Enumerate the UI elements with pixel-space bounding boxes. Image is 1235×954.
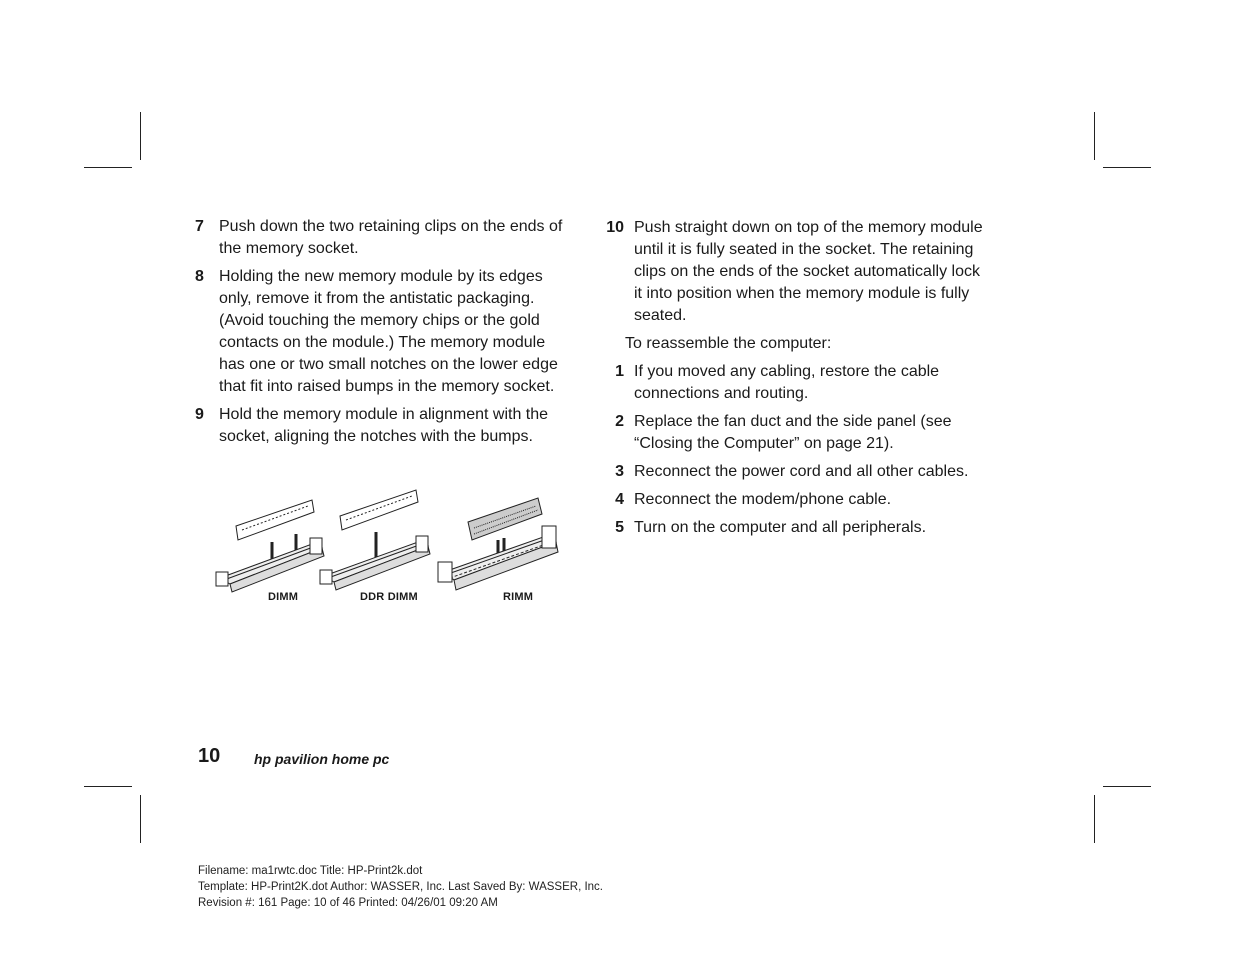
step-number: 2 — [615, 413, 624, 430]
rimm-illustration — [438, 498, 558, 590]
step-number: 9 — [195, 406, 204, 423]
memory-sockets-illustration — [212, 486, 562, 596]
running-footer-title: hp pavilion home pc — [254, 751, 390, 767]
right-column — [598, 217, 988, 545]
step-number: 1 — [615, 363, 624, 380]
step-7 — [192, 216, 572, 260]
step-8 — [192, 266, 572, 398]
page-number: 10 — [198, 745, 221, 767]
step-text: Hold the memory module in alignment with the socket, aligning the notches with the bumps. — [219, 406, 549, 445]
crop-mark — [84, 786, 132, 787]
reassemble-step-2 — [598, 411, 988, 455]
step-10 — [598, 217, 988, 327]
left-column — [192, 216, 572, 454]
figure-label-dimm: DIMM — [268, 591, 299, 603]
metadata-line: Filename: ma1rwtc.doc Title: HP-Print2k.dot — [198, 865, 423, 877]
step-text: If you moved any cabling, restore the cable connections and routing. — [634, 363, 940, 402]
step-number: 7 — [195, 218, 204, 235]
step-number: 3 — [615, 463, 624, 480]
reassemble-step-1 — [598, 361, 988, 405]
memory-module-figure — [212, 486, 562, 611]
step-text: Reconnect the modem/phone cable. — [634, 491, 892, 508]
reassemble-step-5 — [598, 517, 988, 539]
dimm-illustration — [216, 500, 324, 592]
crop-mark — [1094, 795, 1095, 843]
step-text: Turn on the computer and all peripherals. — [634, 519, 927, 536]
reassemble-step-3 — [598, 461, 988, 483]
step-text: Holding the new memory module by its edges only, remove it from the antistatic packaging. (Avoid touching the memory chips or the gold contacts on the module.) The memory module has one or two small notches on the lower edge that fit into raised bumps in the memory socket. — [219, 268, 558, 395]
figure-label-ddr-dimm: DDR DIMM — [360, 591, 418, 603]
crop-mark — [1103, 786, 1151, 787]
step-text: Push straight down on top of the memory module until it is fully seated in the socket. The retaining clips on the ends of the socket automatically lock it into position when the memory module is fully seated. — [634, 219, 983, 324]
step-9 — [192, 404, 572, 448]
reassemble-intro: To reassemble the computer: — [625, 335, 832, 352]
crop-mark — [140, 795, 141, 843]
step-number: 10 — [606, 219, 624, 236]
step-text: Replace the fan duct and the side panel (see “Closing the Computer” on page 21). — [634, 413, 952, 452]
crop-mark — [1094, 112, 1095, 160]
figure-label-rimm: RIMM — [503, 591, 534, 603]
step-number: 4 — [615, 491, 624, 508]
ddr-dimm-illustration — [320, 490, 430, 590]
crop-mark — [1103, 167, 1151, 168]
document-metadata — [198, 863, 603, 911]
crop-mark — [84, 167, 132, 168]
step-number: 8 — [195, 268, 204, 285]
metadata-line: Revision #: 161 Page: 10 of 46 Printed: 04/26/01 09:20 AM — [198, 897, 498, 909]
step-text: Reconnect the power cord and all other cables. — [634, 463, 969, 480]
step-number: 5 — [615, 519, 624, 536]
crop-mark — [140, 112, 141, 160]
reassemble-step-4 — [598, 489, 988, 511]
metadata-line: Template: HP-Print2K.dot Author: WASSER, Inc. Last Saved By: WASSER, Inc. — [198, 881, 604, 893]
step-text: Push down the two retaining clips on the ends of the memory socket. — [219, 218, 563, 257]
